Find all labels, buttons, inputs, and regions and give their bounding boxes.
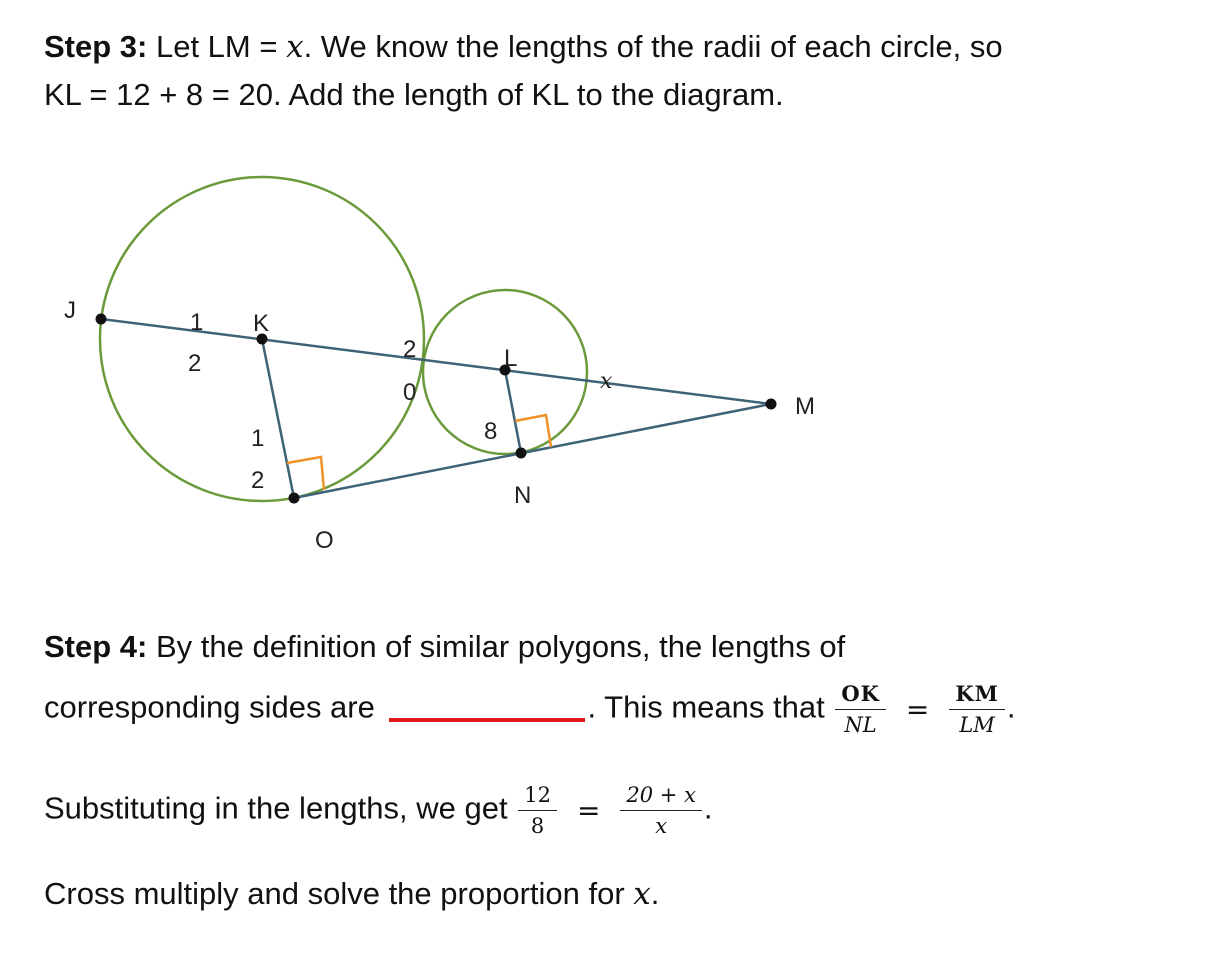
cross-text: Cross multiply and solve the proportion for	[44, 876, 634, 911]
label-m: M	[795, 393, 815, 420]
step4-line2	[44, 679, 1015, 740]
label-k: K	[253, 310, 270, 337]
step3-var-x: x	[286, 29, 304, 65]
segment-ko	[262, 339, 294, 498]
point-m	[766, 399, 777, 410]
length-jk-digit1: 1	[190, 309, 204, 336]
step4-paragraph	[44, 623, 1015, 740]
step4-text-a: corresponding sides are	[44, 689, 384, 725]
step3-line2: KL = 12 + 8 = 20. Add the length of KL to the diagram.	[44, 77, 784, 112]
equals-sign: =	[576, 793, 601, 827]
equals-sign: =	[905, 692, 930, 726]
fraction-12-8	[518, 780, 557, 841]
step4-heading: Step 4:	[44, 629, 148, 664]
answer-blank[interactable]	[389, 716, 585, 722]
step4-period: .	[1006, 689, 1016, 725]
fraction-ok-nl-numerator: OK	[835, 679, 886, 710]
fraction-km-lm-numerator: KM	[949, 679, 1005, 710]
cross-period: .	[650, 876, 660, 911]
fraction-ok-nl	[835, 679, 886, 740]
cross-var-x: x	[633, 876, 651, 912]
point-j	[96, 314, 107, 325]
fraction-km-lm	[949, 679, 1005, 740]
label-l: L	[504, 345, 518, 372]
step3-text-b: . We know the lengths of the radii of each circle, so	[303, 29, 1003, 64]
point-n	[516, 448, 527, 459]
step4-line1	[44, 623, 1015, 671]
fraction-20x-x	[620, 780, 702, 841]
point-o	[289, 493, 300, 504]
step4-text-b: . This means that	[587, 689, 834, 725]
fraction-ok-nl-denominator: NL	[844, 713, 877, 737]
substitution-period: .	[703, 790, 713, 826]
label-o: O	[315, 527, 334, 554]
length-ko-digit2: 2	[251, 467, 265, 494]
fraction-20x-x-denominator: x	[655, 814, 668, 838]
length-jk-digit2: 2	[188, 350, 202, 377]
substitution-text: Substituting in the lengths, we get	[44, 790, 517, 826]
step3-text-a: Let LM =	[147, 29, 287, 64]
fraction-20x-x-numerator: 20 + x	[620, 780, 702, 811]
substitution-line	[44, 780, 713, 841]
step4-text: By the definition of similar polygons, the lengths of	[147, 629, 846, 664]
fraction-12-8-denominator: 8	[530, 814, 545, 838]
step3-heading: Step 3:	[44, 29, 148, 64]
cross-multiply-line	[44, 870, 659, 918]
label-j: J	[64, 297, 76, 324]
length-lm: x	[600, 369, 613, 394]
fraction-12-8-numerator: 12	[518, 780, 557, 811]
fraction-km-lm-denominator: LM	[959, 713, 995, 737]
length-ln: 8	[484, 418, 498, 445]
length-kl-digit1: 2	[403, 336, 417, 363]
segment-ln	[505, 370, 521, 453]
label-n: N	[514, 482, 532, 509]
length-ko-digit1: 1	[251, 425, 265, 452]
length-kl-digit2: 0	[403, 379, 417, 406]
